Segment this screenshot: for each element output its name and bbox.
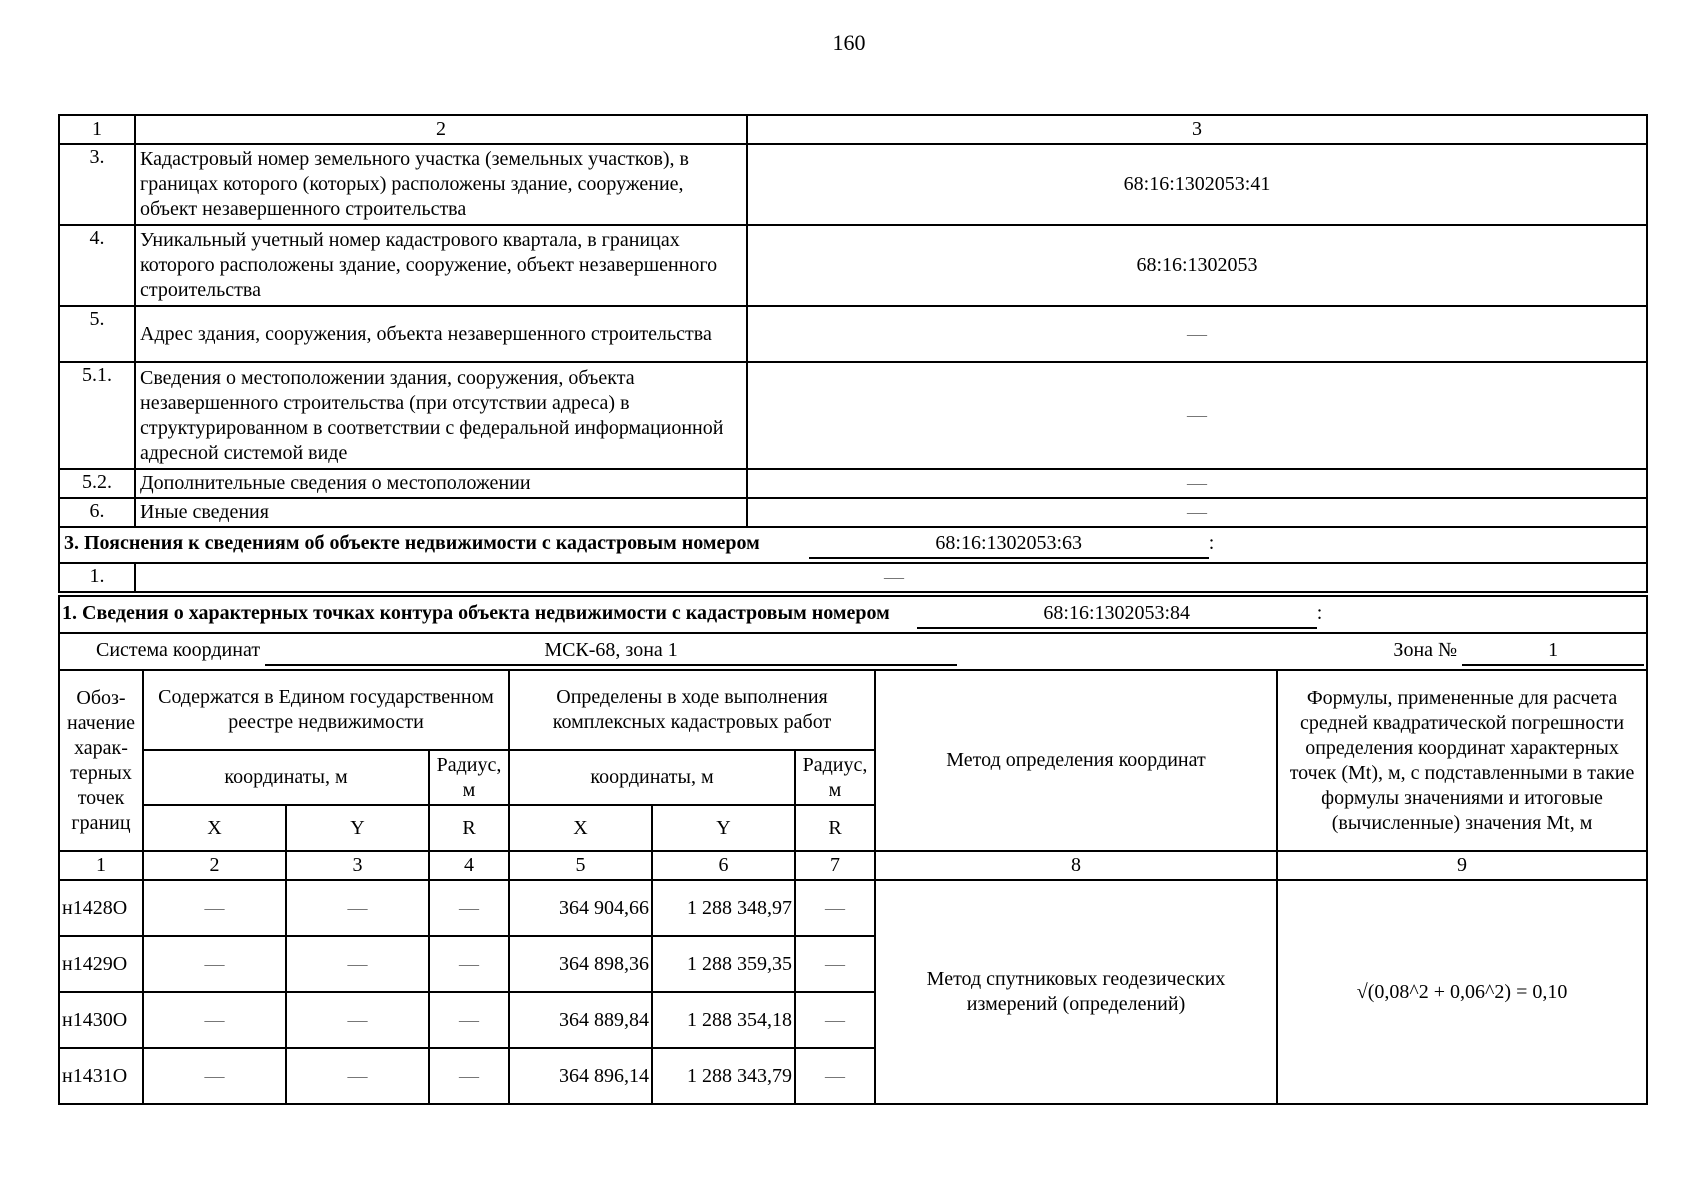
row-value: — — [747, 362, 1647, 469]
row-value: — — [747, 498, 1647, 527]
egrn-r: — — [429, 936, 509, 992]
section-3-cadastral-number: 68:16:1302053:63 — [809, 531, 1209, 559]
egrn-r: — — [429, 880, 509, 936]
object-info-table — [58, 114, 1646, 593]
section-1-title: 1. Сведения о характерных точках контура объекта недвижимости с кадастровым номером — [62, 601, 890, 624]
point-designation: н1431О — [59, 1048, 143, 1104]
row-value: — — [747, 469, 1647, 498]
table-row — [59, 306, 1647, 362]
row-label: Уникальный учетный номер кадастрового квартала, в границах которого расположены здание, сооружение, объект незавершенного строительства — [135, 225, 747, 306]
formula-value: √(0,08^2 + 0,06^2) = 0,10 — [1277, 880, 1647, 1104]
row-number: 4. — [59, 225, 135, 306]
egrn-r-header: R — [429, 805, 509, 851]
table-row — [59, 225, 1647, 306]
coord-y: 1 288 354,18 — [652, 992, 795, 1048]
col-num-4: 4 — [429, 851, 509, 880]
row-number: 1. — [59, 563, 135, 592]
egrn-header: Содержатся в Едином государственном реестре недвижимости — [143, 670, 509, 750]
determined-header: Определены в ходе выполнения комплексных кадастровых работ — [509, 670, 875, 750]
coordinate-system-row — [59, 633, 1647, 670]
designation-header: Обоз-начение харак-терных точек границ — [59, 670, 143, 851]
column-number-row — [59, 115, 1647, 144]
egrn-y-header: Y — [286, 805, 429, 851]
table-row — [59, 563, 1647, 592]
row-value: 68:16:1302053:41 — [747, 144, 1647, 225]
section-3-header — [59, 527, 1647, 563]
egrn-y: — — [286, 880, 429, 936]
zone-value: 1 — [1462, 638, 1644, 666]
egrn-y: — — [286, 1048, 429, 1104]
egrn-x: — — [143, 880, 286, 936]
row-number: 5.2. — [59, 469, 135, 498]
row-label: Кадастровый номер земельного участка (земельных участков), в границах которого (которых) расположены здание, сооружение, объект незавершенного строительства — [135, 144, 747, 225]
section-1-cadastral-number: 68:16:1302053:84 — [917, 601, 1317, 629]
determined-r-header: R — [795, 805, 875, 851]
row-value: — — [747, 306, 1647, 362]
method-header: Метод определения координат — [875, 670, 1277, 851]
radius: — — [795, 936, 875, 992]
col-num-1: 1 — [59, 115, 135, 144]
col-num-8: 8 — [875, 851, 1277, 880]
determined-x-header: X — [509, 805, 652, 851]
egrn-x: — — [143, 992, 286, 1048]
egrn-coords-header: координаты, м — [143, 750, 429, 805]
col-num-2: 2 — [135, 115, 747, 144]
row-value: — — [135, 563, 1647, 592]
determined-coords-header: координаты, м — [509, 750, 795, 805]
row-label: Адрес здания, сооружения, объекта незавершенного строительства — [135, 306, 747, 362]
col-num-5: 5 — [509, 851, 652, 880]
coord-x: 364 896,14 — [509, 1048, 652, 1104]
row-label: Сведения о местоположении здания, сооружения, объекта незавершенного строительства (при отсутствии адреса) в структурированном в соответствии с федеральной информационной адресной системой виде — [135, 362, 747, 469]
row-label: Иные сведения — [135, 498, 747, 527]
section-1-header — [59, 596, 1647, 633]
coord-x: 364 904,66 — [509, 880, 652, 936]
egrn-y: — — [286, 936, 429, 992]
egrn-r: — — [429, 1048, 509, 1104]
coord-x: 364 889,84 — [509, 992, 652, 1048]
zone-label: Зона № — [1393, 638, 1458, 661]
point-designation: н1428О — [59, 880, 143, 936]
section-3-title: 3. Пояснения к сведениям об объекте недвижимости с кадастровым номером — [64, 532, 760, 554]
coord-y: 1 288 359,35 — [652, 936, 795, 992]
radius: — — [795, 992, 875, 1048]
table-row — [59, 469, 1647, 498]
coord-x: 364 898,36 — [509, 936, 652, 992]
table-row — [59, 362, 1647, 469]
determined-radius-header: Радиус, м — [795, 750, 875, 805]
coord-system-value: МСК-68, зона 1 — [265, 638, 957, 666]
point-designation: н1429О — [59, 936, 143, 992]
row-number: 6. — [59, 498, 135, 527]
row-value: 68:16:1302053 — [747, 225, 1647, 306]
column-number-row — [59, 851, 1647, 880]
egrn-x: — — [143, 1048, 286, 1104]
section-1-colon: : — [1316, 601, 1323, 624]
radius: — — [795, 880, 875, 936]
coord-system-label: Система координат — [96, 638, 261, 661]
col-num-1: 1 — [59, 851, 143, 880]
col-num-3: 3 — [286, 851, 429, 880]
row-number: 5. — [59, 306, 135, 362]
egrn-radius-header: Радиус, м — [429, 750, 509, 805]
col-num-3: 3 — [747, 115, 1647, 144]
radius: — — [795, 1048, 875, 1104]
characteristic-points-table — [58, 595, 1646, 1105]
egrn-x: — — [143, 936, 286, 992]
col-num-6: 6 — [652, 851, 795, 880]
coord-y: 1 288 343,79 — [652, 1048, 795, 1104]
determined-y-header: Y — [652, 805, 795, 851]
table-row — [59, 144, 1647, 225]
point-designation: н1430О — [59, 992, 143, 1048]
formulas-header: Формулы, примененные для расчета средней квадратической погрешности определения координат характерных точек (Mt), м, с подставленными в такие формулы значениями и итоговые (вычисленные) значения Mt, м — [1277, 670, 1647, 851]
table-row — [59, 498, 1647, 527]
section-3-colon: : — [1208, 532, 1215, 554]
col-num-7: 7 — [795, 851, 875, 880]
egrn-r: — — [429, 992, 509, 1048]
row-number: 5.1. — [59, 362, 135, 469]
row-number: 3. — [59, 144, 135, 225]
method-value: Метод спутниковых геодезических измерений (определений) — [875, 880, 1277, 1104]
table-row — [59, 880, 1647, 936]
page-number: 160 — [832, 30, 866, 55]
egrn-x-header: X — [143, 805, 286, 851]
row-label: Дополнительные сведения о местоположении — [135, 469, 747, 498]
col-num-9: 9 — [1277, 851, 1647, 880]
col-num-2: 2 — [143, 851, 286, 880]
coord-y: 1 288 348,97 — [652, 880, 795, 936]
egrn-y: — — [286, 992, 429, 1048]
